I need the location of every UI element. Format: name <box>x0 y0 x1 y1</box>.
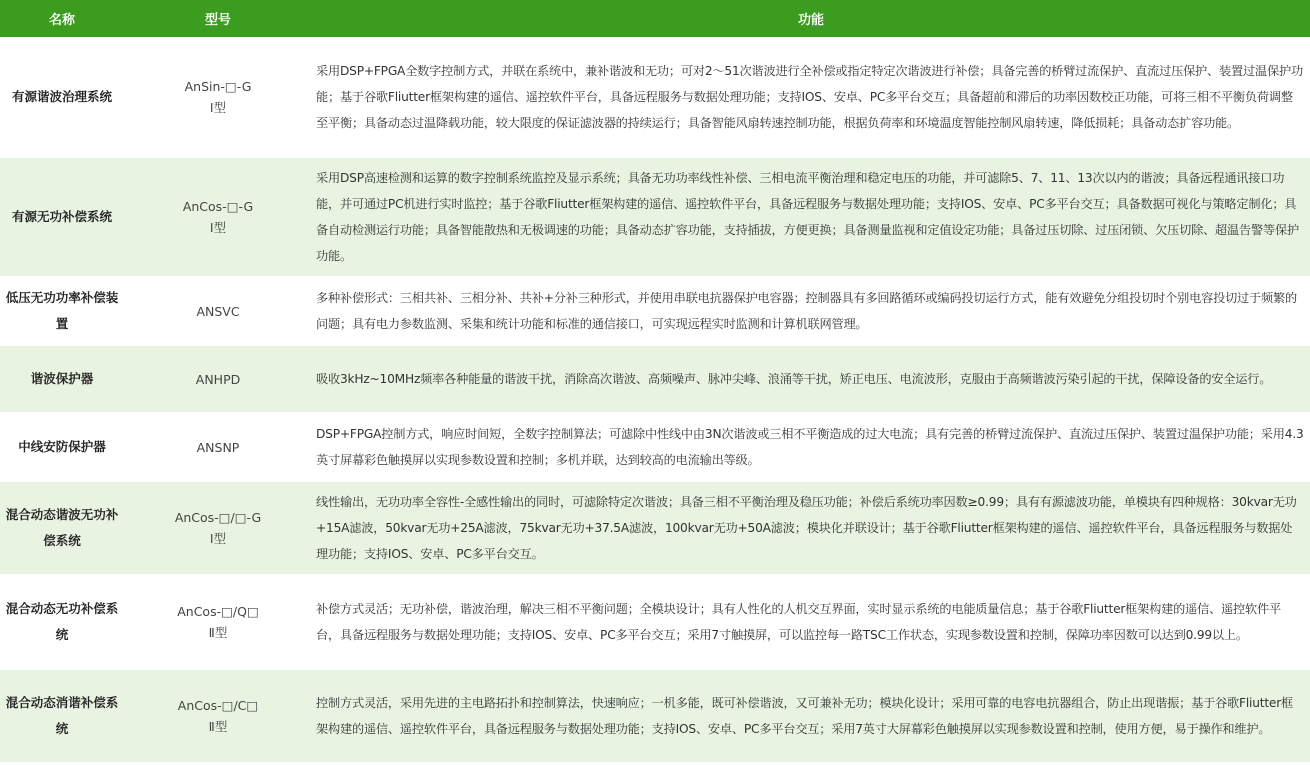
header-function: 功能 <box>312 0 1310 37</box>
product-function: 多种补偿形式：三相共补、三相分补、共补+分补三种形式，并使用串联电抗器保护电容器；控制器具有多回路循环或编码投切运行方式，能有效避免分组投切时个别电容投切过于频繁的问题；具有电力参数监测、采集和统计功能和标准的通信接口，可实现远程实时监测和计算机联网管理。 <box>312 277 1310 345</box>
product-model <box>124 157 312 277</box>
header-model: 型号 <box>124 0 312 37</box>
header-row <box>0 0 1310 37</box>
table-body <box>0 37 1310 763</box>
table-row <box>0 413 1310 481</box>
model-type: Ⅰ型 <box>209 99 227 115</box>
model-code: ANSVC <box>196 303 240 319</box>
model-code: AnCos-□-G <box>182 199 254 214</box>
model-code: AnCos-□/C□ <box>177 698 259 713</box>
product-model <box>124 37 312 157</box>
model-type: Ⅰ型 <box>209 531 227 546</box>
product-name: 混合动态消谐补偿系统 <box>0 669 124 763</box>
product-function: 采用DSP+FPGA全数字控制方式，并联在系统中，兼补谐波和无功；可对2～51次谐波进行全补偿或指定特定次谐波进行补偿；具备完善的桥臂过流保护、直流过压保护、装置过温保护功能；基于谷歌Fliutter框架构建的遥信、遥控软件平台，具备远程服务与数据处理功能；支持IOS、安卓、PC多平台交互；具备超前和滞后的功率因数校正功能，可将三相不平衡负荷调整至平衡；具备动态过温降载功能，较大限度的保证滤波器的持续运行；具备智能风扇转速控制功能，根据负荷率和环境温度智能控制风扇转速，降低损耗；具备动态扩容功能。 <box>312 37 1310 157</box>
model-type: Ⅰ型 <box>209 220 227 235</box>
product-name: 中线安防保护器 <box>0 413 124 481</box>
model-code: AnCos-□/Q□ <box>177 604 259 619</box>
table-row <box>0 157 1310 277</box>
model-code: ANSNP <box>196 439 240 455</box>
product-name: 低压无功功率补偿装置 <box>0 277 124 345</box>
table-header <box>0 0 1310 37</box>
table-row <box>0 37 1310 157</box>
model-code: ANHPD <box>195 371 241 387</box>
product-model <box>124 575 312 669</box>
table-row <box>0 575 1310 669</box>
product-function: DSP+FPGA控制方式，响应时间短，全数字控制算法；可滤除中性线中由3N次谐波或三相不平衡造成的过大电流；具有完善的桥臂过流保护、直流过压保护、装置过温保护功能；采用4.3英寸屏幕彩色触摸屏以实现参数设置和控制；多机并联，达到较高的电流输出等级。 <box>312 413 1310 481</box>
product-name: 混合动态谐波无功补偿系统 <box>0 481 124 575</box>
header-name: 名称 <box>0 0 124 37</box>
table-row <box>0 277 1310 345</box>
table-row <box>0 345 1310 413</box>
product-function: 采用DSP高速检测和运算的数字控制系统监控及显示系统；具备无功功率线性补偿、三相电流平衡治理和稳定电压的功能，并可滤除5、7、11、13次以内的谐波；具备远程通讯接口功能，并可通过PC机进行实时监控；基于谷歌Fliutter框架构建的遥信、遥控软件平台，具备远程服务与数据处理功能；支持IOS、安卓、PC多平台交互；具备数据可视化与策略定制化；具备自动检测运行功能；具备智能散热和无极调速的功能；具备动态扩容功能，支持插拔，方便更换；具备测量监视和定值设定功能；具备过压切除、过压闭锁、欠压切除、超温告警等保护功能。 <box>312 157 1310 277</box>
table-row <box>0 481 1310 575</box>
product-function: 吸收3kHz~10MHz频率各种能量的谐波干扰，消除高次谐波、高频噪声、脉冲尖峰、浪涌等干扰，矫正电压、电流波形，克服由于高频谐波污染引起的干扰，保障设备的安全运行。 <box>312 345 1310 413</box>
product-name: 谐波保护器 <box>0 345 124 413</box>
product-model <box>124 669 312 763</box>
product-model <box>124 413 312 481</box>
product-function: 控制方式灵活，采用先进的主电路拓扑和控制算法，快速响应；一机多能，既可补偿谐波，又可兼补无功；模块化设计；采用可靠的电容电抗器组合，防止出现谐振；基于谷歌Fliutter框架构建的遥信、遥控软件平台，具备远程服务与数据处理功能；支持IOS、安卓、PC多平台交互；采用7英寸大屏幕彩色触摸屏以实现参数设置和控制，使用方便，易于操作和维护。 <box>312 669 1310 763</box>
product-model <box>124 345 312 413</box>
product-model <box>124 481 312 575</box>
table-row <box>0 669 1310 763</box>
product-model <box>124 277 312 345</box>
model-code: AnSin-□-G <box>184 78 252 94</box>
product-function: 线性输出，无功功率全容性-全感性输出的同时，可滤除特定次谐波；具备三相不平衡治理及稳压功能；补偿后系统功率因数≥0.99；具有有源滤波功能，单模块有四种规格：30kvar无功+15A滤波，50kvar无功+25A滤波，75kvar无功+37.5A滤波，100kvar无功+50A滤波；模块化并联设计；基于谷歌Fliutter框架构建的遥信、遥控软件平台，具备远程服务与数据处理功能；支持IOS、安卓、PC多平台交互。 <box>312 481 1310 575</box>
model-type: Ⅱ型 <box>208 625 228 640</box>
model-code: AnCos-□/□-G <box>174 510 262 525</box>
product-function: 补偿方式灵活；无功补偿，谐波治理，解决三相不平衡问题；全模块设计；具有人性化的人机交互界面，实时显示系统的电能质量信息；基于谷歌Fliutter框架构建的遥信、遥控软件平台，具备远程服务与数据处理功能；支持IOS、安卓、PC多平台交互；采用7寸触摸屏，可以监控每一路TSC工作状态，实现参数设置和控制，保障功率因数可以达到0.99以上。 <box>312 575 1310 669</box>
model-type: Ⅱ型 <box>208 719 228 734</box>
product-name: 混合动态无功补偿系统 <box>0 575 124 669</box>
product-name: 有源谐波治理系统 <box>0 37 124 157</box>
product-name: 有源无功补偿系统 <box>0 157 124 277</box>
